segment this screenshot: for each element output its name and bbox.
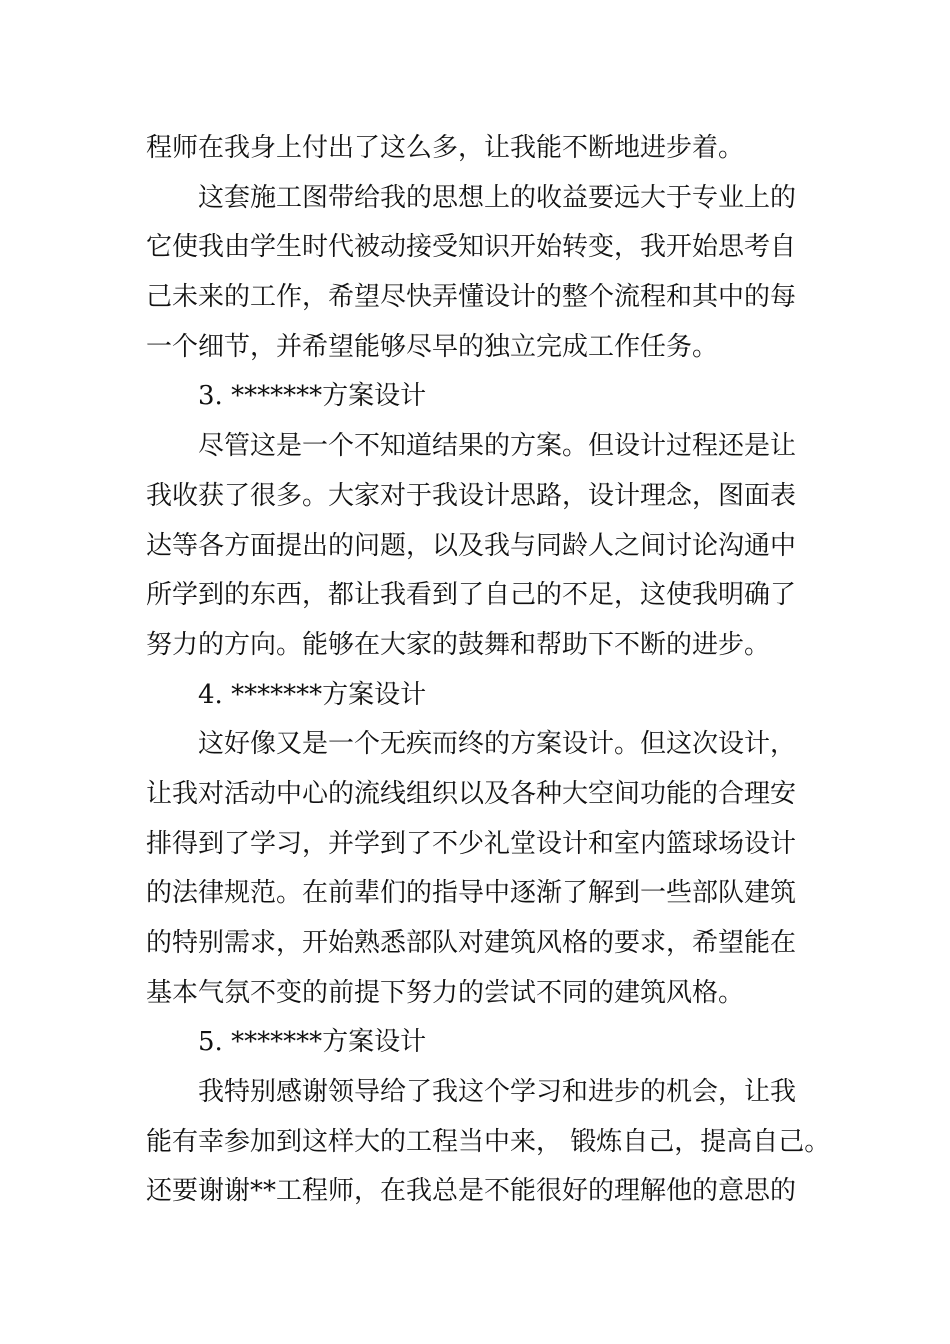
- text-line: 己未来的工作，希望尽快弄懂设计的整个流程和其中的每: [146, 282, 797, 313]
- section-heading-3: 3. *******方案设计: [198, 381, 427, 412]
- paragraph-start-line: 尽管这是一个不知道结果的方案。但设计过程还是让: [198, 431, 797, 462]
- text-line: 它使我由学生时代被动接受知识开始转变，我开始思考自: [146, 232, 797, 263]
- text-line: 一个细节，并希望能够尽早的独立完成工作任务。: [146, 331, 719, 362]
- text-line: 排得到了学习，并学到了不少礼堂设计和室内篮球场设计: [146, 828, 797, 859]
- text-line: 达等各方面提出的问题，以及我与同龄人之间讨论沟通中: [146, 530, 797, 561]
- paragraph-start-line: 这套施工图带给我的思想上的收益要远大于专业上的: [198, 182, 797, 213]
- text-line: 所学到的东西，都让我看到了自己的不足，这使我明确了: [146, 580, 797, 611]
- paragraph-start-line: 我特别感谢领导给了我这个学习和进步的机会，让我: [198, 1077, 797, 1108]
- text-line: 基本气氛不变的前提下努力的尝试不同的建筑风格。: [146, 977, 745, 1008]
- section-heading-4: 4. *******方案设计: [198, 679, 427, 710]
- document-body: [146, 124, 831, 1217]
- paragraph-start-line: 这好像又是一个无疾而终的方案设计。但这次设计，: [198, 729, 797, 760]
- text-line: 我收获了很多。大家对于我设计思路，设计理念，图面表: [146, 480, 797, 511]
- text-line: 的特别需求，开始熟悉部队对建筑风格的要求，希望能在: [146, 928, 797, 958]
- text-line: 努力的方向。能够在大家的鼓舞和帮助下不断的进步。: [146, 629, 771, 660]
- text-line: 让我对活动中心的流线组织以及各种大空间功能的合理安: [146, 778, 797, 809]
- text-line: 能有幸参加到这样大的工程当中来， 锻炼自己，提高自己。: [146, 1126, 831, 1157]
- text-line: 程师在我身上付出了这么多，让我能不断地进步着。: [146, 133, 745, 163]
- section-heading-5: 5. *******方案设计: [198, 1027, 427, 1058]
- text-line: 还要谢谢**工程师，在我总是不能很好的理解他的意思的: [146, 1176, 797, 1207]
- text-line: 的法律规范。在前辈们的指导中逐渐了解到一些部队建筑: [146, 878, 797, 909]
